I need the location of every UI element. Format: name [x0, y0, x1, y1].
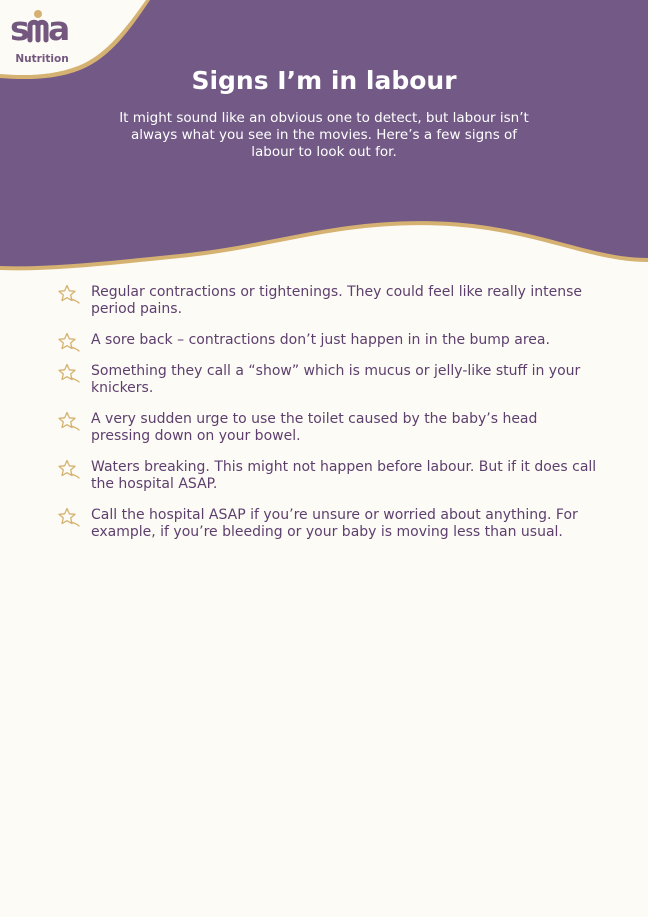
list-item — [58, 507, 598, 541]
signs-list — [58, 284, 598, 555]
list-item — [58, 363, 598, 397]
sign-text: Call the hospital ASAP if you’re unsure or worried about anything. For example, if you’re bleeding or your baby is moving less than usual. — [91, 507, 578, 540]
star-icon — [58, 363, 80, 383]
list-item — [58, 459, 598, 493]
svg-text:s: s — [10, 9, 28, 48]
sign-text: Waters breaking. This might not happen before labour. But if it does call the hospital ASAP. — [91, 459, 597, 492]
star-icon — [58, 332, 80, 352]
page-title: Signs I’m in labour — [191, 66, 457, 95]
star-icon — [58, 459, 80, 479]
logo-subtitle: Nutrition — [15, 53, 69, 65]
sign-text: A sore back – contractions don’t just happen in in the bump area. — [91, 332, 550, 348]
intro-text: It might sound like an obvious one to detect, but labour isn’t always what you see in the movies. Here’s a few signs of labour to look out for. — [119, 110, 529, 160]
star-icon — [58, 284, 80, 304]
sma-logo-mark — [8, 6, 88, 50]
list-item — [58, 332, 598, 349]
sign-text: A very sudden urge to use the toilet caused by the baby’s head pressing down on your bowel. — [91, 411, 538, 444]
sma-nutrition-logo — [8, 6, 88, 66]
list-item — [58, 411, 598, 445]
sign-text: Regular contractions or tightenings. They could feel like really intense period pains. — [91, 284, 582, 317]
star-icon — [58, 507, 80, 527]
sign-text: Something they call a “show” which is mucus or jelly-like stuff in your knickers. — [91, 363, 581, 396]
star-icon — [58, 411, 80, 431]
list-item — [58, 284, 598, 318]
svg-text:a: a — [48, 9, 71, 48]
